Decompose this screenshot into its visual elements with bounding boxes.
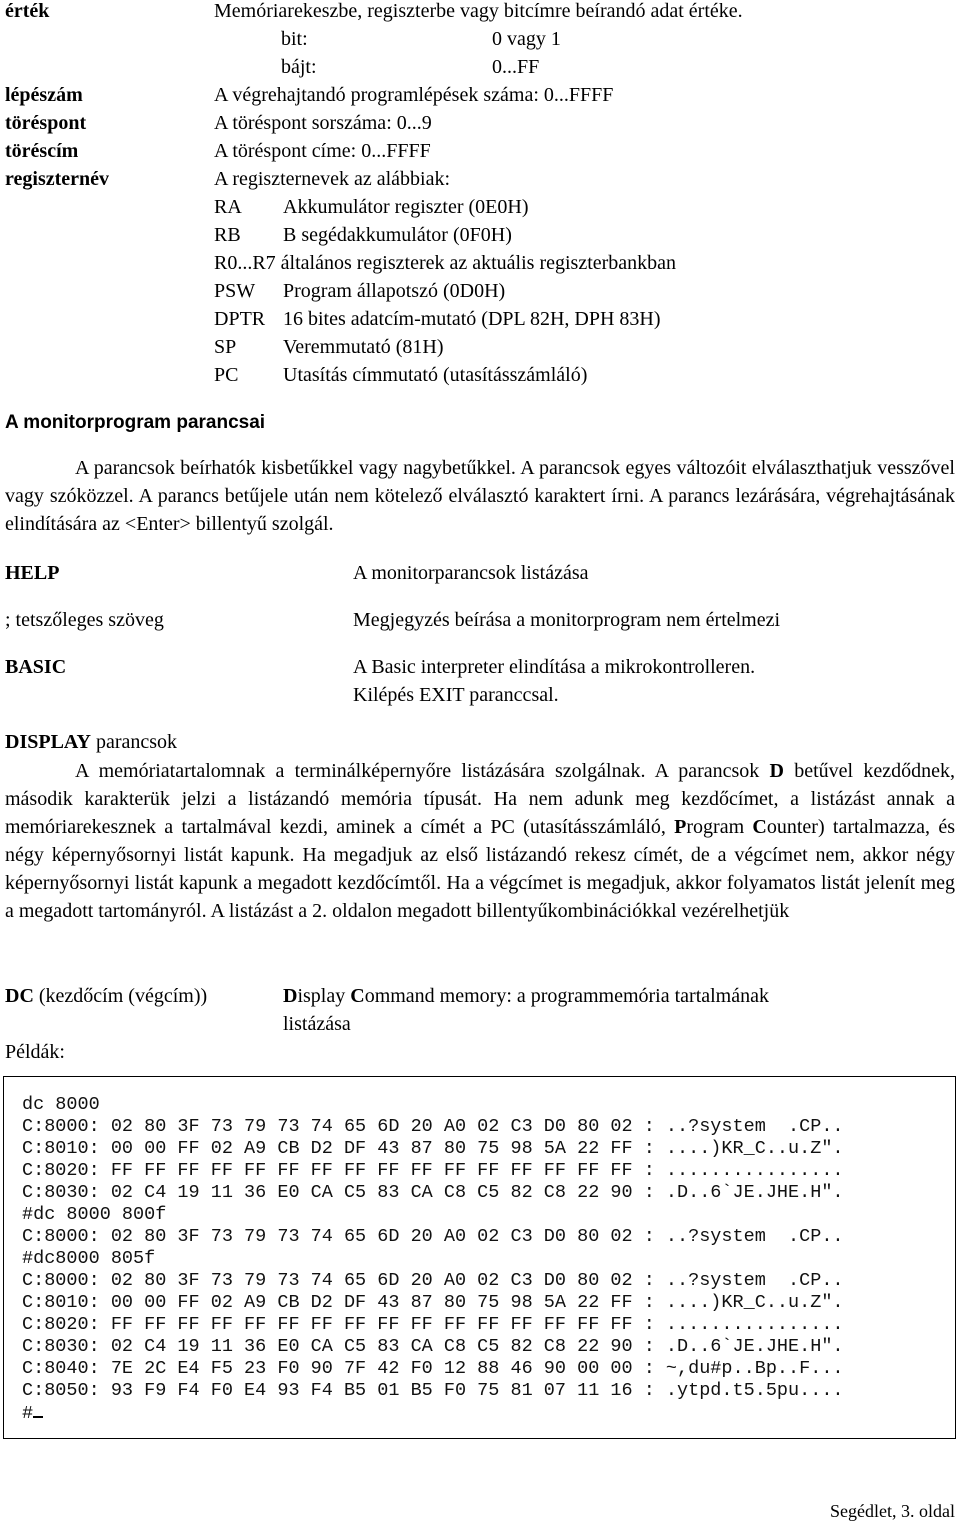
dc-desc-text: isplay	[297, 985, 351, 1007]
desc-torescim: A töréspont címe: 0...FFFF	[214, 140, 431, 162]
display-heading	[5, 728, 177, 756]
terminal-line: C:8020: FF FF FF FF FF FF FF FF FF FF FF FF FF FF FF FF : ................	[22, 1314, 844, 1335]
page-footer: Segédlet, 3. oldal	[830, 1501, 955, 1521]
display-text: betűvel kezdődnek, második karakterük jelzi a listázandó memória típusát. Ha nem adunk meg kezdőcímet, a listázást annak a memóriarekesznek a tartalmával kezdi, aminek a címét a PC (utasításszámláló,	[5, 760, 956, 838]
register-name: R0...R7 általános regiszterek az aktuális regiszterbankban	[214, 252, 677, 274]
desc-regiszternev: A regiszternevek az alábbiak:	[214, 168, 450, 190]
section-title: A monitorprogram parancsai	[5, 412, 266, 433]
dc-desc-bold: D	[283, 985, 298, 1007]
display-text: A memóriatartalomnak a terminálképernyőre listázására szolgálnak. A parancsok	[75, 760, 770, 782]
bit-label: bit:	[281, 28, 308, 50]
bajt-label: bájt:	[281, 56, 317, 78]
display-text-bold: P	[674, 816, 687, 838]
command-comment: ; tetszőleges szöveg	[5, 609, 164, 631]
dc-desc-bold: C	[350, 985, 365, 1007]
register-name: RA	[214, 196, 242, 218]
terminal-line: C:8030: 02 C4 19 11 36 E0 CA C5 83 CA C8 C5 82 C8 22 90 : .D..6`JE.JHE.H".	[22, 1336, 844, 1357]
register-name: PSW	[214, 280, 256, 302]
term-torespont: töréspont	[5, 112, 87, 134]
terminal-line: C:8040: 7E 2C E4 F5 23 F0 90 7F 42 F0 12 88 46 90 00 00 : ~,du#p..Bp..F...	[22, 1358, 844, 1379]
command-basic-desc-1: A Basic interpreter elindítása a mikrokontrolleren.	[353, 656, 756, 678]
terminal-line: C:8050: 93 F9 F4 F0 E4 93 F4 B5 01 B5 F0 75 81 07 11 16 : .ytpd.t5.5pu....	[22, 1380, 844, 1401]
command-basic-desc-2: Kilépés EXIT paranccsal.	[353, 684, 559, 706]
register-name: SP	[214, 336, 237, 358]
register-desc: 16 bites adatcím-mutató (DPL 82H, DPH 83H)	[283, 308, 661, 330]
display-heading-rest: parancsok	[90, 731, 178, 753]
dc-desc-text: ommand memory: a programmemória tartalmának	[364, 985, 769, 1007]
term-lepesszam: lépészám	[5, 84, 83, 106]
display-text-bold: C	[752, 816, 767, 838]
register-desc: B segédakkumulátor (0F0H)	[283, 224, 512, 246]
terminal-prompt: #	[22, 1403, 34, 1424]
command-comment-desc: Megjegyzés beírása a monitorprogram nem értelmezi	[353, 609, 781, 631]
terminal-cursor	[33, 1402, 43, 1418]
bit-value: 0 vagy 1	[492, 28, 561, 50]
term-torescim: töréscím	[5, 140, 79, 162]
dc-desc-line2: listázása	[283, 1013, 351, 1035]
desc-torespont: A töréspont sorszáma: 0...9	[214, 112, 432, 134]
register-desc: Veremmutató (81H)	[283, 336, 444, 358]
command-help-desc: A monitorparancsok listázása	[353, 562, 589, 584]
terminal-line: #dc8000 805f	[22, 1248, 156, 1269]
terminal-screenshot	[3, 1076, 956, 1439]
intro-paragraph: A parancsok beírhatók kisbetűkkel vagy nagybetűkkel. A parancsok egyes változóit elválaszthatjuk vesszővel vagy szóközzel. A parancs betűjele után nem kötelező elválasztó karaktert írni. A parancs lezárására, végrehajtásának elindítására az <Enter> billentyű szolgál.	[5, 457, 955, 535]
register-desc: Program állapotszó (0D0H)	[283, 280, 506, 302]
terminal-line: #dc 8000 800f	[22, 1204, 167, 1225]
terminal-line: C:8000: 02 80 3F 73 79 73 74 65 6D 20 A0 02 C3 D0 80 02 : ..?system .CP..	[22, 1116, 844, 1137]
term-ertek: érték	[5, 0, 50, 22]
display-paragraph	[5, 757, 955, 925]
register-name: RB	[214, 224, 241, 246]
register-name: DPTR	[214, 308, 266, 330]
display-text-bold: D	[769, 760, 784, 782]
display-text: rogram	[686, 816, 753, 838]
terminal-prompt-line	[22, 1402, 43, 1425]
dc-command	[5, 982, 207, 1010]
examples-label: Példák:	[5, 1041, 65, 1063]
dc-desc	[283, 982, 769, 1010]
terminal-line: C:8020: FF FF FF FF FF FF FF FF FF FF FF FF FF FF FF FF : ................	[22, 1160, 844, 1181]
register-desc: Akkumulátor regiszter (0E0H)	[283, 196, 529, 218]
display-heading-bold: DISPLAY	[5, 731, 91, 753]
terminal-line: dc 8000	[22, 1094, 100, 1115]
terminal-line: C:8000: 02 80 3F 73 79 73 74 65 6D 20 A0 02 C3 D0 80 02 : ..?system .CP..	[22, 1270, 844, 1291]
terminal-line: C:8030: 02 C4 19 11 36 E0 CA C5 83 CA C8 C5 82 C8 22 90 : .D..6`JE.JHE.H".	[22, 1182, 844, 1203]
terminal-line: C:8010: 00 00 FF 02 A9 CB D2 DF 43 87 80 75 98 5A 22 FF : ....)KR_C..u.Z".	[22, 1138, 844, 1159]
terminal-line: C:8000: 02 80 3F 73 79 73 74 65 6D 20 A0 02 C3 D0 80 02 : ..?system .CP..	[22, 1226, 844, 1247]
display-text: ounter) tartalmazza, és négy képernyősornyi listát kapunk. Ha megadjuk az első listázandó rekesz címét, de a végcímet nem, akkor négy képernyősornyi listát kapunk a megadott kezdőcímtől. Ha a végcímet is megadjuk, akkor folyamatos listát jelenít meg a megadott tartományról. A listázást a 2. oldalon megadott billentyűkombinációkkal vezérelhetjük	[5, 816, 955, 922]
register-name: PC	[214, 364, 239, 386]
command-basic: BASIC	[5, 656, 67, 678]
dc-command-rest: (kezdőcím (végcím))	[33, 985, 208, 1007]
command-help: HELP	[5, 562, 60, 584]
term-regiszternev: regiszternév	[5, 168, 110, 190]
desc-lepesszam: A végrehajtandó programlépések száma: 0...FFFF	[214, 84, 614, 106]
dc-command-bold: DC	[5, 985, 34, 1007]
register-desc: Utasítás címmutató (utasításszámláló)	[283, 364, 588, 386]
desc-ertek: Memóriarekeszbe, regiszterbe vagy bitcímre beírandó adat értéke.	[214, 0, 743, 22]
terminal-line: C:8010: 00 00 FF 02 A9 CB D2 DF 43 87 80 75 98 5A 22 FF : ....)KR_C..u.Z".	[22, 1292, 844, 1313]
bajt-value: 0...FF	[492, 56, 540, 78]
